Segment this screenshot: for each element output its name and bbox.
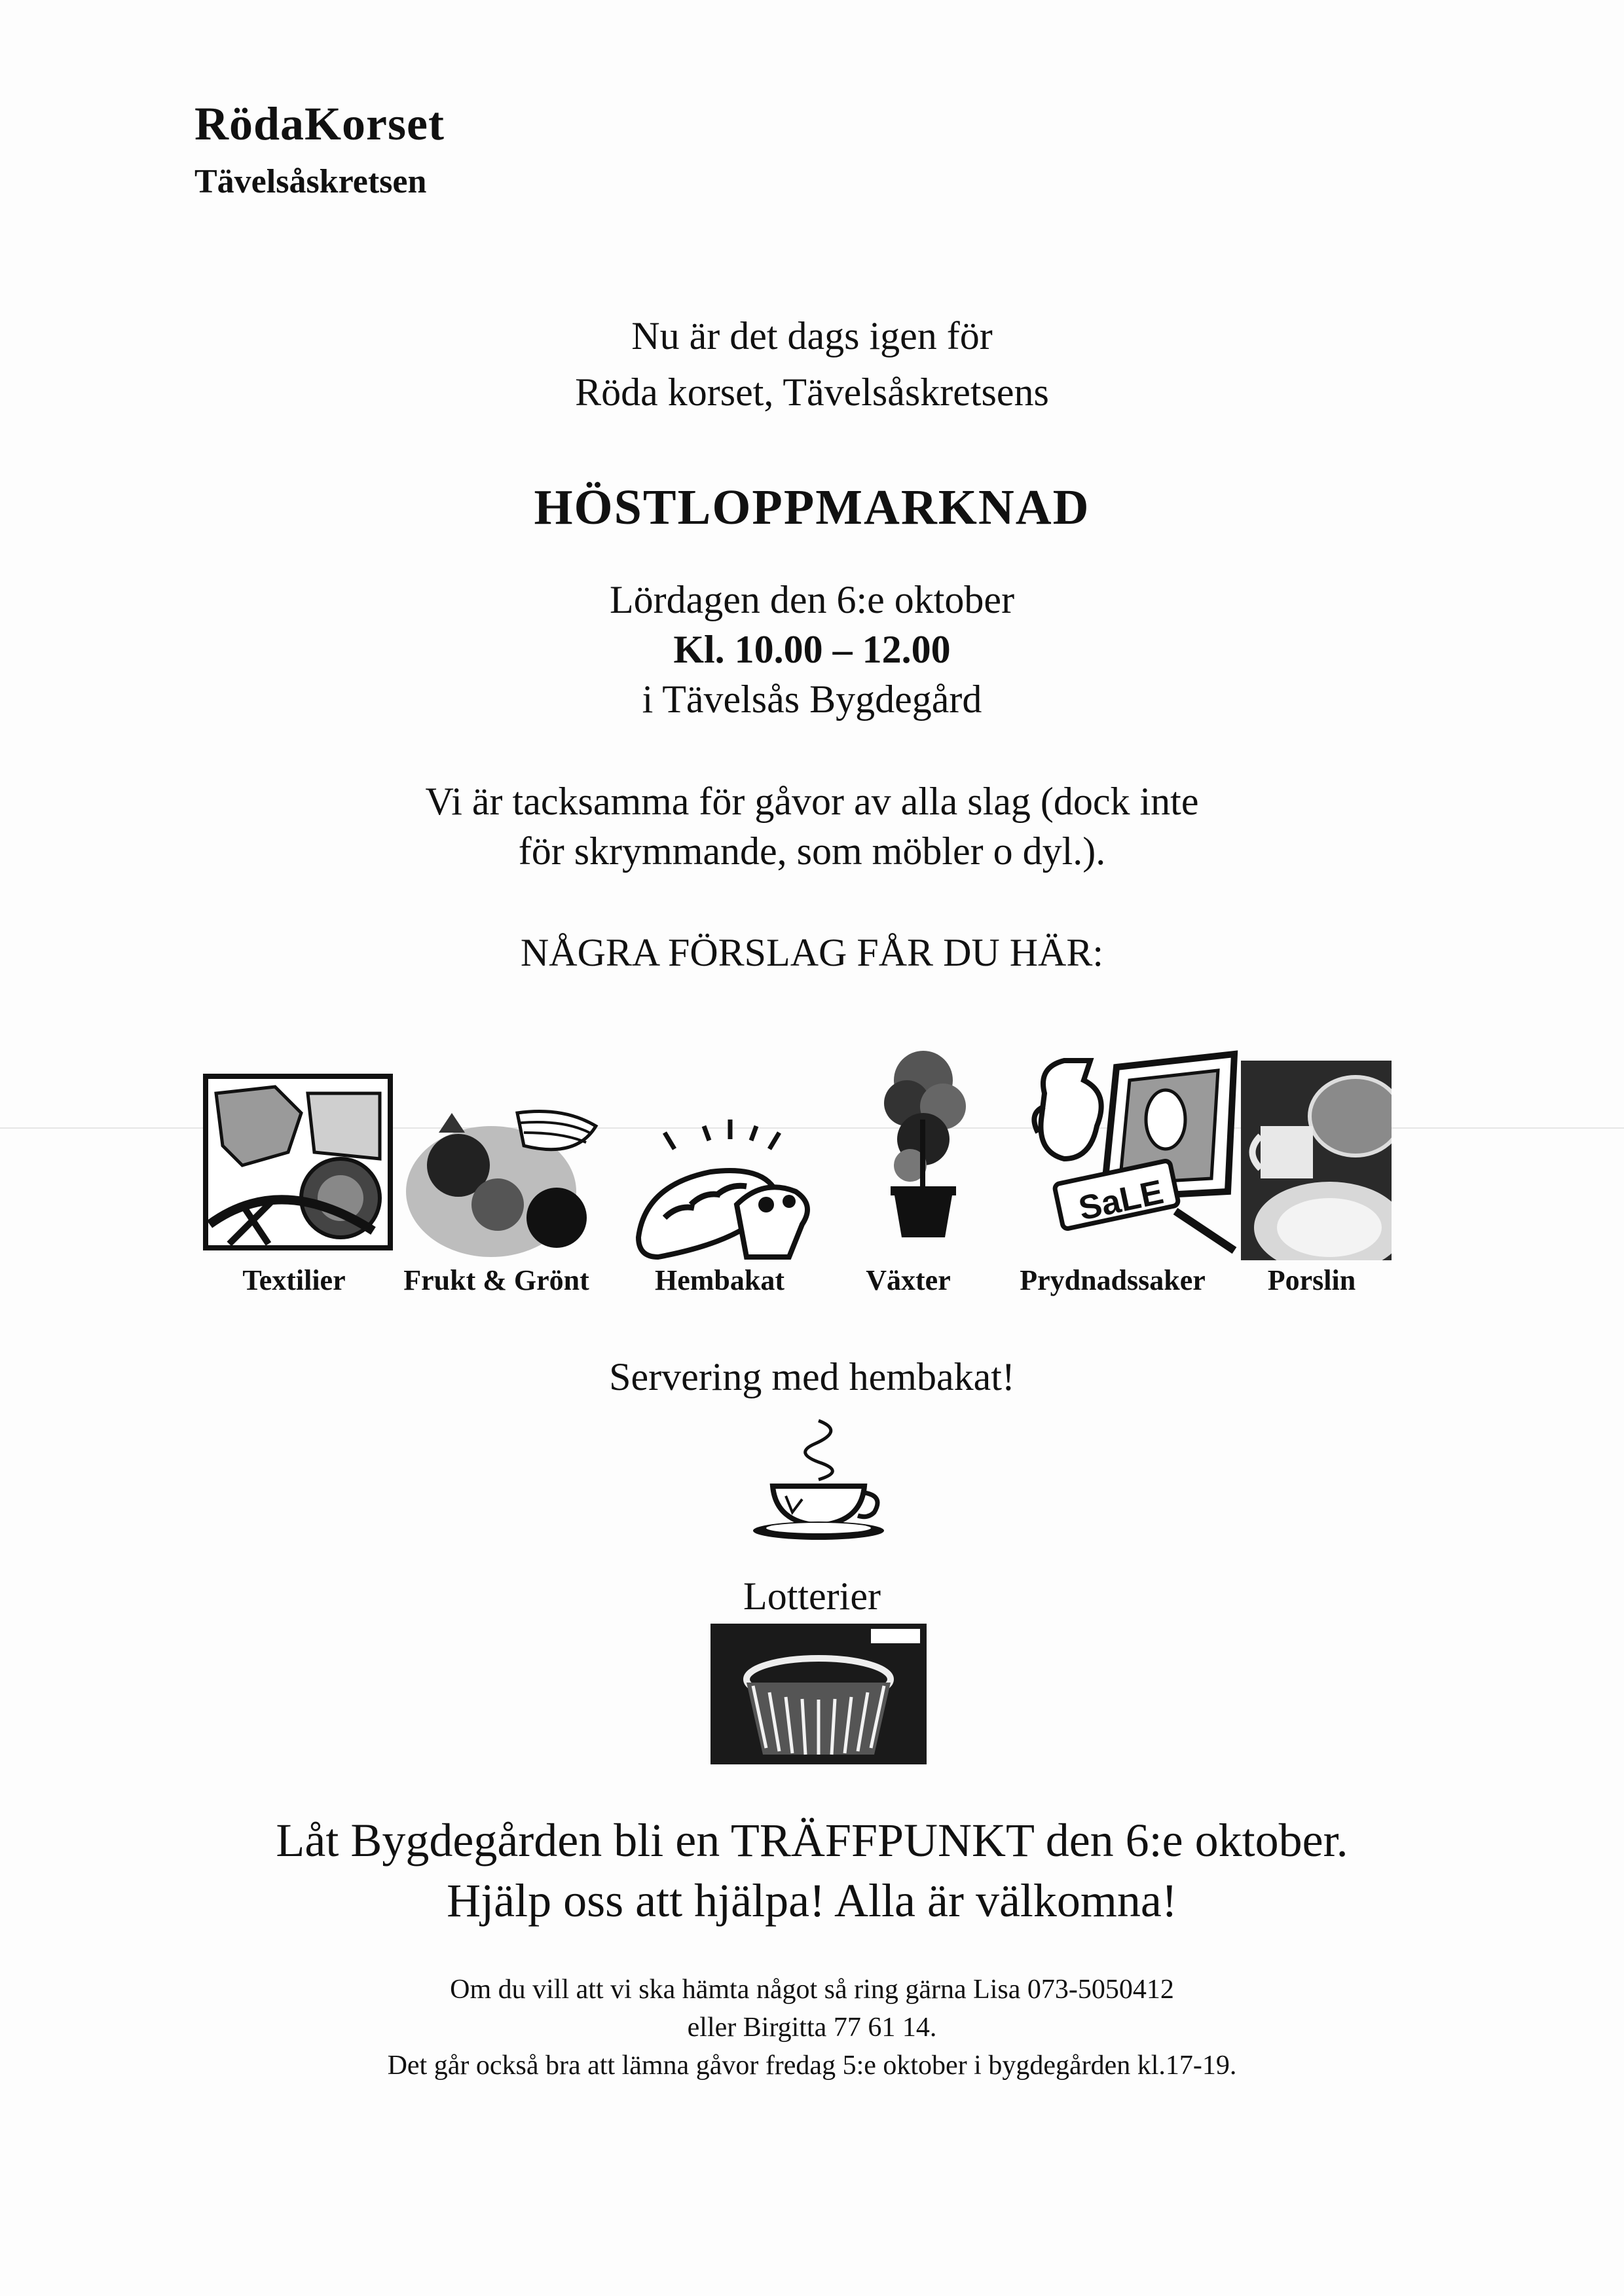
donations-line-2: för skrymmande, som möbler o dyl.). bbox=[518, 829, 1106, 873]
organization-branch: Tävelsåskretsen bbox=[194, 163, 427, 200]
organization-name: RödaKorset bbox=[194, 98, 445, 150]
event-details bbox=[0, 575, 1624, 724]
category-label-porslin: Porslin bbox=[1267, 1264, 1356, 1296]
donations-line-1: Vi är tacksamma för gåvor av alla slag (dock inte bbox=[425, 780, 1199, 823]
contact-info bbox=[0, 1971, 1624, 2085]
event-place: i Tävelsås Bygdegård bbox=[642, 678, 982, 721]
intro-line-1: Nu är det dags igen för bbox=[631, 314, 993, 357]
bread-loaf-icon bbox=[632, 1106, 828, 1264]
event-date: Lördagen den 6:e oktober bbox=[609, 578, 1015, 621]
closing-line-1: Låt Bygdegården bli en TRÄFFPUNKT den 6:e oktober. bbox=[276, 1814, 1348, 1867]
donations-text bbox=[0, 776, 1624, 876]
category-label-vaxter: Växter bbox=[866, 1264, 951, 1296]
serving-text: Servering med hembakat! bbox=[609, 1355, 1015, 1398]
event-title: HÖSTLOPPMARKNAD bbox=[534, 480, 1090, 535]
intro-line-2: Röda korset, Tävelsåskretsens bbox=[575, 371, 1049, 414]
coffee-cup-icon bbox=[747, 1414, 891, 1545]
dinnerware-icon bbox=[1241, 1061, 1392, 1260]
fruit-basket-icon bbox=[399, 1087, 622, 1264]
contact-line-3: Det går också bra att lämna gåvor fredag 5:e oktober i bygdegården kl.17-19. bbox=[387, 2050, 1237, 2081]
closing-line-2: Hjälp oss att hjälpa! Alla är välkomna! bbox=[447, 1874, 1177, 1927]
contact-line-2: eller Birgitta 77 61 14. bbox=[687, 2013, 937, 2043]
category-label-hembakat: Hembakat bbox=[655, 1264, 784, 1296]
sale-tag-text: SaLE bbox=[1075, 1173, 1167, 1228]
contact-line-1: Om du vill att vi ska hämta något så ring gärna Lisa 073-5050412 bbox=[450, 1975, 1174, 2005]
event-time: Kl. 10.00 – 12.00 bbox=[673, 628, 951, 671]
sewing-pattern-icon bbox=[203, 1074, 393, 1250]
potted-plant-icon bbox=[874, 1041, 972, 1244]
category-label-prydnadssaker: Prydnadssaker bbox=[1020, 1264, 1206, 1296]
lottery-text: Lotterier bbox=[743, 1575, 881, 1618]
intro-text bbox=[0, 308, 1624, 420]
suggestions-heading: NÅGRA FÖRSLAG FÅR DU HÄR: bbox=[520, 931, 1104, 974]
closing-text bbox=[0, 1810, 1624, 1931]
prize-wheel-icon bbox=[710, 1624, 927, 1764]
ornaments-sale-icon bbox=[1025, 1041, 1241, 1257]
category-label-frukt-gront: Frukt & Grönt bbox=[403, 1264, 589, 1296]
category-label-textilier: Textilier bbox=[242, 1264, 346, 1296]
